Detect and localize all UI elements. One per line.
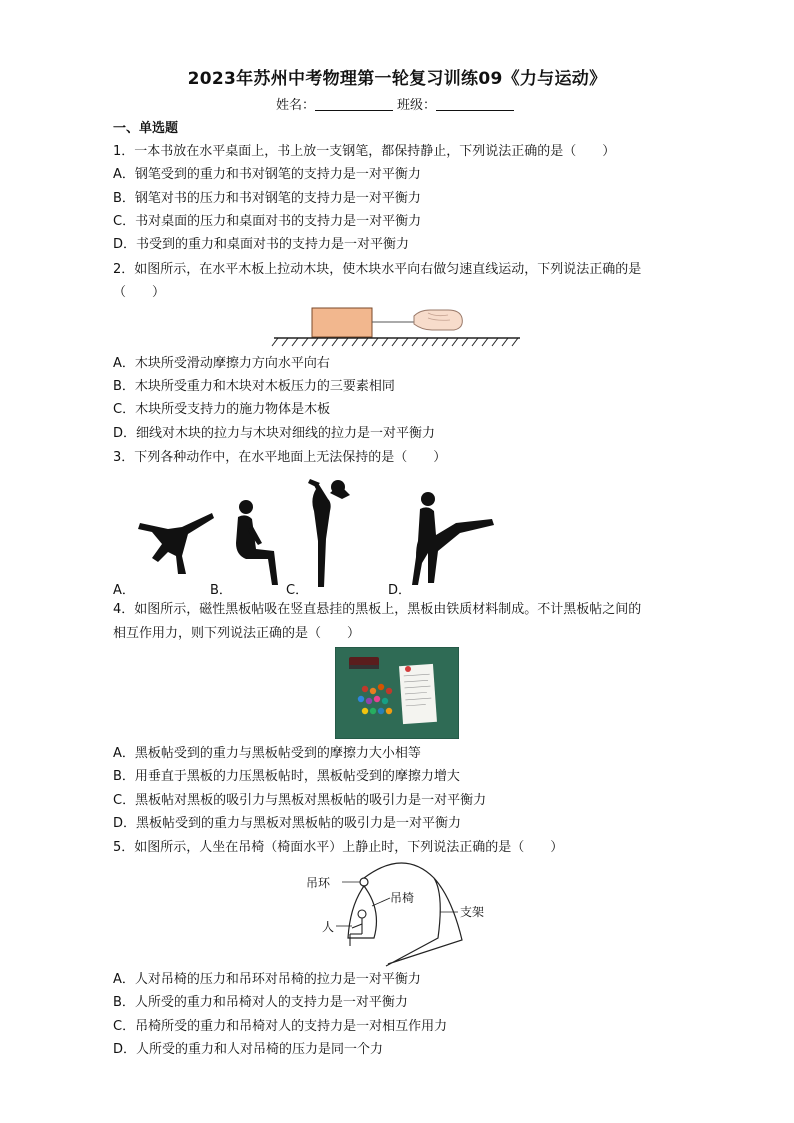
- seated-person: [350, 910, 366, 946]
- label-stand: 支架: [460, 905, 485, 919]
- q2-stem-cont: （ ）: [113, 285, 166, 300]
- stand-frame: [364, 863, 462, 966]
- q3-figure-poses: [130, 475, 510, 593]
- pose-a-silhouette: [138, 513, 214, 574]
- q4-stem-cont: 相互作用力，则下列说法正确的是（ ）: [113, 626, 361, 641]
- q3-option-b-label: B．: [210, 583, 232, 598]
- class-label: 班级：: [397, 98, 437, 113]
- q1-option-b: B．钢笔对书的压力和书对钢笔的支持力是一对平衡力: [113, 191, 421, 206]
- q1-option-a: A．钢笔受到的重力和书对钢笔的支持力是一对平衡力: [113, 167, 421, 182]
- q3-option-c-label: C．: [286, 583, 309, 598]
- q3-option-a-label: A．: [113, 583, 135, 598]
- pose-d-silhouette: [412, 492, 494, 585]
- q4-option-b: B．用垂直于黑板的力压黑板帖时，黑板帖受到的摩擦力增大: [113, 769, 460, 784]
- q4-figure-blackboard-photo: [335, 647, 459, 739]
- q4-option-c: C．黑板帖对黑板的吸引力与黑板对黑板帖的吸引力是一对平衡力: [113, 793, 487, 808]
- q1-option-c: C．书对桌面的压力和桌面对书的支持力是一对平衡力: [113, 214, 422, 229]
- q3-stem: 3．下列各种动作中，在水平地面上无法保持的是（ ）: [113, 450, 447, 465]
- section-heading: 一、单选题: [113, 121, 179, 136]
- pose-c-silhouette: [308, 479, 350, 587]
- q1-stem: 1．一本书放在水平桌面上，书上放一支钢笔，都保持静止，下列说法正确的是（ ）: [113, 144, 616, 159]
- q5-stem: 5．如图所示，人坐在吊椅（椅面水平）上静止时，下列说法正确的是（ ）: [113, 840, 564, 855]
- q1-option-d: D．书受到的重力和桌面对书的支持力是一对平衡力: [113, 237, 410, 252]
- page-title: 2023年苏州中考物理第一轮复习训练09《力与运动》: [187, 69, 607, 89]
- q4-stem: 4．如图所示，磁性黑板帖吸在竖直悬挂的黑板上，黑板由铁质材料制成。不计黑板帖之间的: [113, 602, 642, 617]
- q2-stem: 2．如图所示，在水平木板上拉动木块，使木块水平向右做匀速直线运动，下列说法正确的是: [113, 262, 642, 277]
- board-hatching: [272, 338, 518, 346]
- q3-option-d-label: D．: [388, 583, 412, 598]
- class-blank[interactable]: [436, 96, 514, 111]
- q4-option-d: D．黑板帖受到的重力与黑板对黑板帖的吸引力是一对平衡力: [113, 816, 462, 831]
- hanging-ring: [360, 878, 368, 886]
- q2-figure-block-pull: [268, 304, 526, 350]
- name-label: 姓名：: [275, 98, 315, 113]
- q4-option-a: A．黑板帖受到的重力与黑板帖受到的摩擦力大小相等: [113, 746, 421, 761]
- chair-pointer-line: [372, 898, 390, 906]
- q5-option-c: C．吊椅所受的重力和吊椅对人的支持力是一对相互作用力: [113, 1019, 448, 1034]
- q5-option-a: A．人对吊椅的压力和吊环对吊椅的拉力是一对平衡力: [113, 972, 421, 987]
- name-blank[interactable]: [315, 96, 393, 111]
- q2-option-b: B．木块所受重力和木块对木板压力的三要素相同: [113, 379, 395, 394]
- q2-option-d: D．细线对木块的拉力与木块对细线的拉力是一对平衡力: [113, 426, 436, 441]
- q2-option-a: A．木块所受滑动摩擦力方向水平向右: [113, 356, 330, 371]
- q5-option-b: B．人所受的重力和吊椅对人的支持力是一对平衡力: [113, 995, 408, 1010]
- label-ring: 吊环: [306, 876, 331, 890]
- q2-option-c: C．木块所受支持力的施力物体是木板: [113, 402, 331, 417]
- paper-sheet: [399, 664, 437, 724]
- label-person: 人: [322, 920, 335, 934]
- label-chair: 吊椅: [390, 891, 415, 905]
- q5-figure-hanging-chair: [300, 860, 490, 972]
- pose-b-silhouette: [236, 500, 278, 585]
- q5-option-d: D．人所受的重力和人对吊椅的压力是同一个力: [113, 1042, 384, 1057]
- student-info-line: [0, 94, 794, 113]
- wooden-block: [312, 308, 372, 337]
